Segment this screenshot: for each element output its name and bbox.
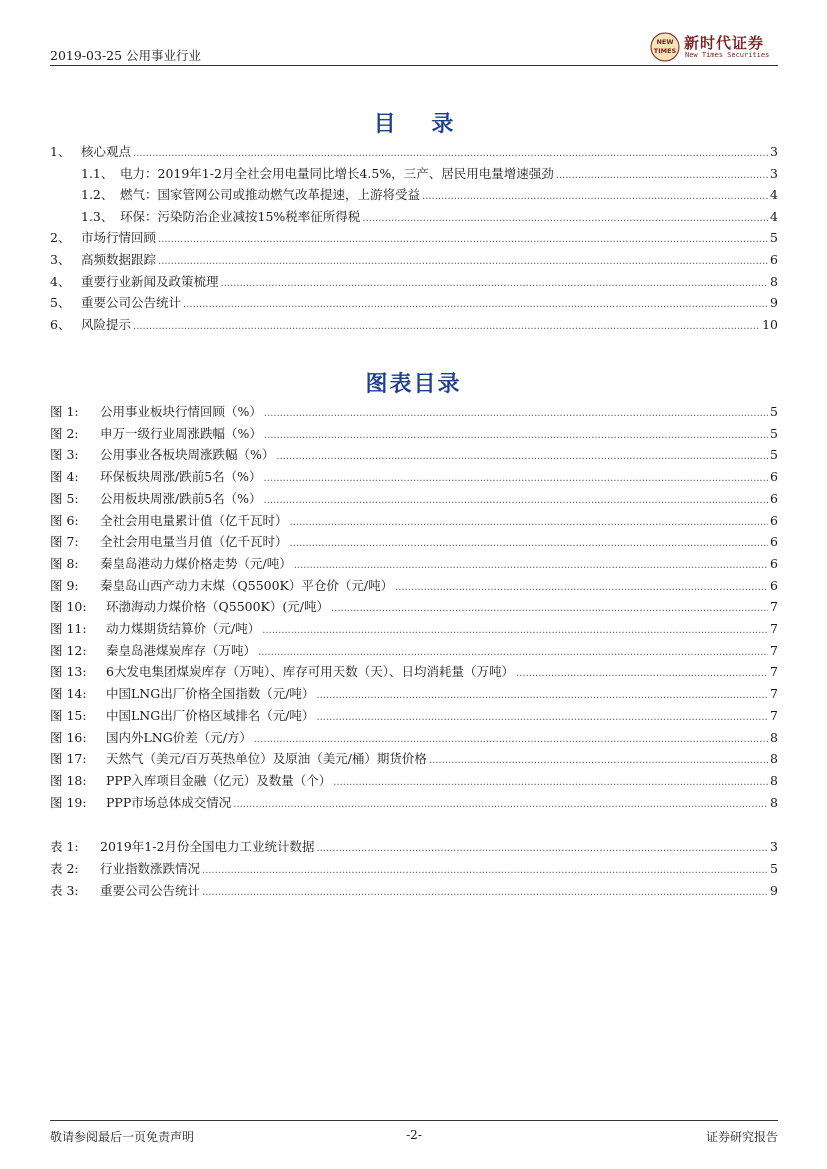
entry-page-number: 9 bbox=[770, 883, 778, 898]
entry-label: 秦皇岛港动力煤价格走势（元/吨） bbox=[100, 555, 292, 571]
entry-page-number: 8 bbox=[770, 772, 778, 788]
figure-entry[interactable] bbox=[50, 512, 778, 530]
dot-leader bbox=[183, 296, 768, 314]
entry-number: 4、 bbox=[50, 273, 71, 289]
entry-number: 图 10: bbox=[50, 599, 87, 615]
figure-entry[interactable] bbox=[50, 555, 778, 573]
dot-leader bbox=[331, 600, 768, 618]
dot-leader bbox=[158, 231, 768, 249]
entry-page-number: 6 bbox=[770, 252, 778, 267]
entry-label: 燃气：国家管网公司或推动燃气改革提速，上游将受益 bbox=[120, 187, 421, 203]
entry-number: 表 1: bbox=[50, 839, 79, 854]
toc-entry[interactable] bbox=[50, 294, 778, 312]
entry-label: 全社会用电量累计值（亿千瓦时） bbox=[100, 512, 288, 528]
dot-leader bbox=[290, 535, 769, 553]
entry-label: 环保：污染防治企业减按15%税率征所得税 bbox=[120, 208, 361, 224]
entry-number: 1.3、 bbox=[81, 208, 114, 224]
entry-page-number: 7 bbox=[770, 707, 778, 723]
entry-label: 公用事业各板块周涨跌幅（%） bbox=[100, 447, 275, 463]
entry-number: 图 16: bbox=[50, 729, 87, 745]
svg-text:TIMES: TIMES bbox=[653, 47, 677, 55]
dot-leader bbox=[158, 253, 768, 271]
entry-page-number: 4 bbox=[770, 187, 778, 203]
entry-label: 市场行情回顾 bbox=[81, 230, 157, 246]
new-times-logo-icon bbox=[650, 32, 680, 62]
entry-number: 图 15: bbox=[50, 707, 87, 723]
entry-page-number: 6 bbox=[770, 555, 778, 571]
figure-entry[interactable] bbox=[50, 403, 778, 421]
entry-number: 6、 bbox=[50, 316, 71, 332]
toc-entry[interactable] bbox=[50, 273, 778, 291]
entry-number: 1.2、 bbox=[81, 187, 114, 203]
dot-leader bbox=[262, 622, 768, 640]
figure-entry[interactable] bbox=[50, 425, 778, 443]
dot-leader bbox=[202, 862, 768, 880]
entry-label: PPP市场总体成交情况 bbox=[106, 794, 232, 810]
entry-label: 动力煤期货结算价（元/吨） bbox=[106, 621, 261, 636]
toc-entry[interactable] bbox=[50, 229, 778, 247]
dot-leader bbox=[264, 470, 769, 488]
figure-entry[interactable] bbox=[50, 642, 778, 660]
entry-page-number: 8 bbox=[770, 273, 778, 289]
entry-number: 图 18: bbox=[50, 772, 87, 788]
entry-number: 图 11: bbox=[50, 621, 87, 636]
entry-number: 图 8: bbox=[50, 555, 79, 571]
entry-page-number: 8 bbox=[770, 751, 778, 767]
entry-number: 1.1、 bbox=[81, 165, 114, 181]
entry-number: 表 3: bbox=[50, 883, 79, 898]
dot-leader bbox=[516, 665, 768, 683]
figure-entry[interactable] bbox=[50, 598, 778, 616]
figure-entry[interactable] bbox=[50, 446, 778, 464]
entry-label: 风险提示 bbox=[81, 316, 132, 332]
logo-english-name: New Times Securities bbox=[685, 51, 770, 59]
entry-page-number: 3 bbox=[770, 839, 778, 854]
figure-entry[interactable] bbox=[50, 533, 778, 551]
entry-number: 图 9: bbox=[50, 577, 79, 593]
entry-label: 6大发电集团煤炭库存（万吨）、库存可用天数（天）、日均消耗量（万吨） bbox=[106, 664, 514, 680]
figure-entry[interactable] bbox=[50, 794, 778, 812]
entry-label: 2019年1-2月份全国电力工业统计数据 bbox=[100, 839, 315, 854]
entry-number: 图 14: bbox=[50, 686, 87, 702]
dot-leader bbox=[221, 275, 769, 293]
entry-label: 天然气（美元/百万英热单位）及原油（美元/桶）期货价格 bbox=[106, 751, 427, 767]
table-entry[interactable] bbox=[50, 838, 778, 856]
svg-text:NEW: NEW bbox=[656, 38, 674, 46]
report-type: 证券研究报告 bbox=[705, 1130, 778, 1144]
figure-entry[interactable] bbox=[50, 468, 778, 486]
entry-page-number: 6 bbox=[770, 469, 778, 485]
entry-number: 2、 bbox=[50, 230, 71, 246]
entry-number: 图 19: bbox=[50, 794, 87, 810]
dot-leader bbox=[422, 188, 768, 206]
entry-label: 中国LNG出厂价格区域排名（元/吨） bbox=[106, 707, 315, 723]
entry-page-number: 5 bbox=[770, 447, 778, 463]
toc-entry[interactable] bbox=[81, 186, 778, 204]
entry-label: 行业指数涨跌情况 bbox=[100, 861, 201, 876]
entry-number: 图 13: bbox=[50, 664, 87, 680]
dot-leader bbox=[202, 884, 768, 902]
dot-leader bbox=[333, 774, 768, 792]
page-header bbox=[50, 30, 778, 66]
dot-leader bbox=[133, 145, 768, 163]
figure-entry[interactable] bbox=[50, 490, 778, 508]
entry-label: 申万一级行业周涨跌幅（%） bbox=[100, 425, 262, 441]
figure-entry[interactable] bbox=[50, 772, 778, 790]
entry-number: 表 2: bbox=[50, 861, 79, 876]
figures-toc-title: 图表目录 bbox=[365, 372, 462, 397]
dot-leader bbox=[264, 492, 769, 510]
report-date-sector: 2019-03-25 公用事业行业 bbox=[50, 48, 202, 63]
entry-page-number: 4 bbox=[770, 208, 778, 224]
entry-page-number: 3 bbox=[770, 165, 778, 181]
entry-page-number: 5 bbox=[770, 404, 778, 419]
entry-label: 重要公司公告统计 bbox=[100, 883, 201, 898]
toc-entry[interactable] bbox=[81, 165, 778, 183]
entry-label: 中国LNG出厂价格全国指数（元/吨） bbox=[106, 686, 315, 702]
dot-leader bbox=[276, 448, 768, 466]
toc-title: 目 录 bbox=[373, 112, 468, 137]
entry-label: 秦皇岛山西产动力末煤（Q5500K）平仓价（元/吨） bbox=[100, 577, 394, 593]
entry-label: 全社会用电量当月值（亿千瓦时） bbox=[100, 534, 288, 550]
entry-label: 电力：2019年1-2月全社会用电量同比增长4.5%，三产、居民用电量增速强劲 bbox=[120, 165, 554, 181]
dot-leader bbox=[290, 514, 769, 532]
entry-label: 高频数据跟踪 bbox=[81, 252, 157, 267]
entry-number: 图 3: bbox=[50, 447, 79, 463]
dot-leader bbox=[429, 752, 768, 770]
entry-page-number: 5 bbox=[770, 861, 778, 876]
footer-rule bbox=[50, 1120, 778, 1121]
dot-leader bbox=[294, 557, 768, 575]
entry-number: 图 7: bbox=[50, 534, 79, 550]
entry-number: 1、 bbox=[50, 144, 71, 159]
entry-label: 环保板块周涨/跌前5名（%） bbox=[100, 469, 262, 485]
dot-leader bbox=[395, 579, 768, 597]
entry-label: 重要公司公告统计 bbox=[81, 295, 182, 311]
entry-number: 图 6: bbox=[50, 512, 79, 528]
entry-label: PPP入库项目金融（亿元）及数量（个） bbox=[106, 772, 332, 788]
entry-label: 公用事业板块行情回顾（%） bbox=[100, 404, 262, 419]
toc-entry[interactable] bbox=[50, 143, 778, 161]
figure-entry[interactable] bbox=[50, 620, 778, 638]
entry-number: 图 2: bbox=[50, 425, 79, 441]
entry-page-number: 3 bbox=[770, 144, 778, 159]
table-entry[interactable] bbox=[50, 882, 778, 900]
entry-number: 5、 bbox=[50, 295, 71, 311]
figure-entry[interactable] bbox=[50, 750, 778, 768]
entry-label: 公用板块周涨/跌前5名（%） bbox=[100, 490, 262, 506]
dot-leader bbox=[316, 709, 768, 727]
entry-page-number: 10 bbox=[762, 316, 778, 332]
entry-label: 重要行业新闻及政策梳理 bbox=[81, 273, 219, 289]
toc-entry[interactable] bbox=[50, 251, 778, 269]
header-rule bbox=[50, 65, 778, 66]
dot-leader bbox=[316, 840, 768, 858]
entry-page-number: 9 bbox=[770, 295, 778, 311]
figure-entry[interactable] bbox=[50, 685, 778, 703]
entry-page-number: 5 bbox=[770, 230, 778, 246]
dot-leader bbox=[264, 427, 768, 445]
logo-chinese-name: 新时代证券 bbox=[684, 34, 765, 52]
entry-page-number: 8 bbox=[770, 729, 778, 745]
entry-number: 图 5: bbox=[50, 490, 79, 506]
entry-number: 图 1: bbox=[50, 404, 79, 419]
entry-number: 图 12: bbox=[50, 642, 87, 658]
entry-page-number: 7 bbox=[770, 642, 778, 658]
entry-page-number: 8 bbox=[770, 794, 778, 810]
entry-page-number: 6 bbox=[770, 534, 778, 550]
dot-leader bbox=[254, 731, 768, 749]
table-entry[interactable] bbox=[50, 860, 778, 878]
figure-entry[interactable] bbox=[50, 577, 778, 595]
entry-number: 3、 bbox=[50, 252, 71, 267]
entry-label: 秦皇岛港煤炭库存（万吨） bbox=[106, 642, 257, 658]
entry-page-number: 7 bbox=[770, 599, 778, 615]
company-logo bbox=[650, 30, 778, 64]
toc-entry[interactable] bbox=[50, 316, 778, 334]
figure-entry[interactable] bbox=[50, 707, 778, 725]
dot-leader bbox=[133, 318, 760, 336]
entry-page-number: 6 bbox=[770, 512, 778, 528]
entry-label: 环渤海动力煤价格（Q5500K）(元/吨） bbox=[106, 599, 329, 615]
dot-leader bbox=[316, 687, 768, 705]
dot-leader bbox=[233, 796, 768, 814]
entry-page-number: 7 bbox=[770, 686, 778, 702]
entry-page-number: 6 bbox=[770, 490, 778, 506]
entry-label: 核心观点 bbox=[81, 144, 132, 159]
dot-leader bbox=[264, 405, 768, 423]
entry-page-number: 5 bbox=[770, 425, 778, 441]
disclaimer-note: 敬请参阅最后一页免责声明 bbox=[50, 1130, 195, 1144]
dot-leader bbox=[556, 167, 768, 185]
toc-entry[interactable] bbox=[81, 208, 778, 226]
entry-page-number: 7 bbox=[770, 664, 778, 680]
dot-leader bbox=[258, 644, 768, 662]
entry-number: 图 4: bbox=[50, 469, 79, 485]
figure-entry[interactable] bbox=[50, 663, 778, 681]
page-number: -2- bbox=[406, 1128, 422, 1142]
entry-number: 图 17: bbox=[50, 751, 87, 767]
figure-entry[interactable] bbox=[50, 729, 778, 747]
dot-leader bbox=[362, 210, 768, 228]
entry-page-number: 6 bbox=[770, 577, 778, 593]
entry-page-number: 7 bbox=[770, 621, 778, 636]
entry-label: 国内外LNG价差（元/方） bbox=[106, 729, 252, 745]
